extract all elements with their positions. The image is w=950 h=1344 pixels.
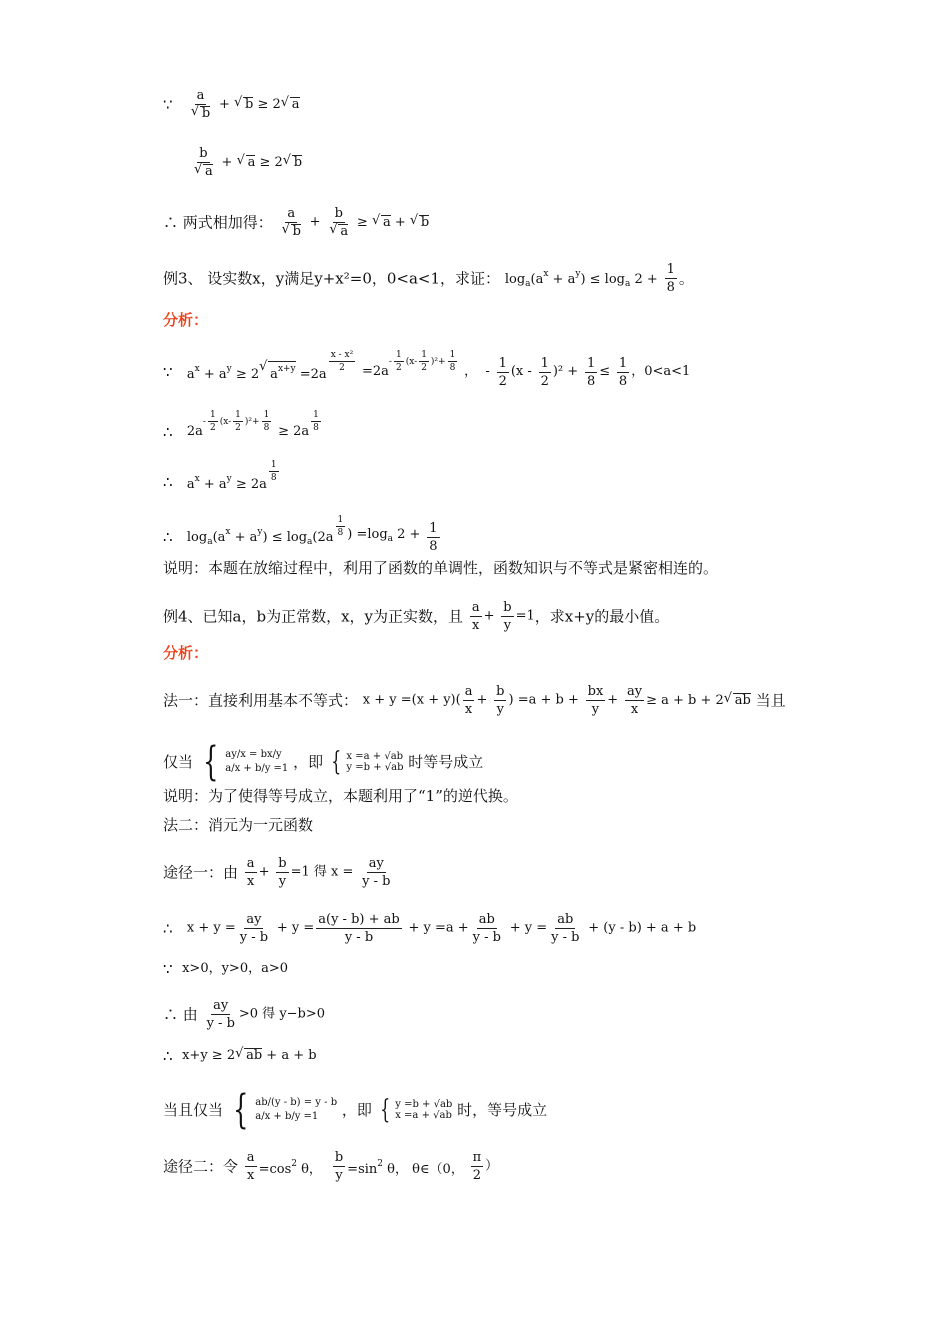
path-2: 途径二：令 $\frac{a}{x}$ $=\cos^2$ θ， $\frac{b}{y}$ $=\sin^2$ θ， θ∈（0， $\frac{\pi}{2}$ ）: [163, 1150, 499, 1183]
method-2: 法二：消元为一元函数: [163, 816, 314, 834]
note-2: 说明：为了使得等号成立，本题利用了“1”的逆代换。: [163, 787, 518, 805]
path-2-prefix: 途径二：令: [163, 1157, 239, 1176]
condition-tail: 时等号成立: [408, 753, 484, 771]
equation-system-4: { y =b + √ab x =a + √ab: [379, 1095, 453, 1125]
line-2: b √ a + √ a ≥ 2√ b: [190, 146, 302, 179]
line-6: ∴ 2a- $\frac{1}{2}$ (x- $\frac{1}{2}$ )²+ $\frac{1}{8}$ ≥ 2a $\frac{1}{8}$: [163, 410, 319, 441]
method-1-tail: 当且: [755, 691, 786, 710]
condition-prefix: 仅当: [163, 753, 194, 771]
path-1-result: ∴ x+y ≥ 2√ ab + a + b: [163, 1045, 317, 1066]
line-5: ∵ $a^x + a^y \ge 2√$ $a^{x+y} =2a$ $\frac{\text{x - x²}}{2}$ =2a- $\frac{1}{2}$ (x- $\frac{1}{2}$ )²+ $\frac{1}{8}$ ， - $\frac{1}{2}$ (x - $\frac{1}{2}$ )² + $\frac{1}{8}$ ≤ $\frac{1}{8}$ ，0<a<1: [163, 350, 690, 389]
equation-system-2: { x =a + √ab y =b + √ab: [331, 747, 404, 777]
path-1-positivity: ∴ 由 $\frac{ay}{y - b}$ >0 得 y−b>0: [163, 998, 326, 1031]
p6-prefix: 当且仅当: [163, 1101, 224, 1119]
method-1-condition: [163, 739, 484, 785]
note-1: 说明：本题在放缩过程中，利用了函数的单调性，函数知识与不等式是紧密相连的。: [163, 559, 719, 577]
line-3-prefix: ∴ 两式相加得：: [163, 213, 273, 232]
example-4: 例4、已知a，b为正常数，x，y为正实数，且 $\frac{a}{x}$ + $\frac{b}{y}$ =1，求x+y的最小值。: [163, 600, 670, 633]
condition-mid: ，即: [293, 753, 324, 771]
fraction: a √ b: [189, 88, 212, 121]
p4-prefix: ∴ 由: [163, 1005, 198, 1024]
method-1: 法一：直接利用基本不等式： x + y =(x + y)( $\frac{a}{x}$ + $\frac{b}{y}$ ) =a + b + $\frac{bx}{y}$ + $\frac{ay}{x}$ ≥ a + b + 2√ ab 当且: [163, 684, 786, 717]
because-symbol: ∵: [163, 95, 183, 114]
method-1-prefix: 法一：直接利用基本不等式：: [163, 691, 359, 710]
equation-system-3: { ab/(y - b) = y - b a/x + b/y =1: [232, 1087, 338, 1133]
equation-system-1: { ay/x = bx/y a/x + b/y =1: [202, 739, 289, 785]
path-1-prefix: 途径一：由: [163, 863, 239, 882]
line-7: ∴ $a^x + a^y \ge 2a$ $\frac{1}{8}$: [163, 460, 277, 492]
path-1-equality: [163, 1087, 548, 1133]
example-4-text: 例4、已知a，b为正常数，x，y为正实数，且: [163, 607, 464, 626]
line-3: ∴ 两式相加得： a √ b + b √ a ≥ √ a + √ b: [163, 206, 429, 239]
example-3-text: 例3、 设实数x，y满足y+x²=0，0<a<1，求证：: [163, 269, 501, 288]
positivity-condition: ∵ x>0，y>0，a>0: [163, 960, 289, 978]
path-1-derivation: ∴ x + y = $\frac{ay}{y - b}$ + y = $\frac{a(y - b) + ab}{y - b}$ + y =a + $\frac{ab}{y - b}$ + y = $\frac{ab}{y - b}$ + (y - b) + a + b: [163, 912, 697, 945]
p6-mid: ，即: [341, 1101, 372, 1119]
path-1: 途径一：由 $\frac{a}{x}$ + $\frac{b}{y}$ =1 得 x = $\frac{ay}{y - b}$: [163, 856, 391, 889]
analysis-heading: 分析：: [163, 311, 209, 329]
line-8: ∴ $\log_a(a^x + a^y) \le \log_a(2a$ $\frac{1}{8}$ ) $=\log_a$ 2 + $\frac{1}{8}$: [163, 515, 438, 554]
example-3: 例3、 设实数x，y满足y+x²=0，0<a<1，求证： $\log_a(a^x + a^y) \le \log_a 2$ + $\frac{1}{8}$ 。: [163, 262, 694, 295]
line-1: ∵ a √ b + √ b ≥ 2√ a: [163, 88, 300, 121]
example-4-tail: ，求x+y的最小值。: [534, 607, 670, 626]
p6-tail: 时，等号成立: [457, 1101, 548, 1119]
analysis-heading-2: 分析：: [163, 644, 209, 662]
